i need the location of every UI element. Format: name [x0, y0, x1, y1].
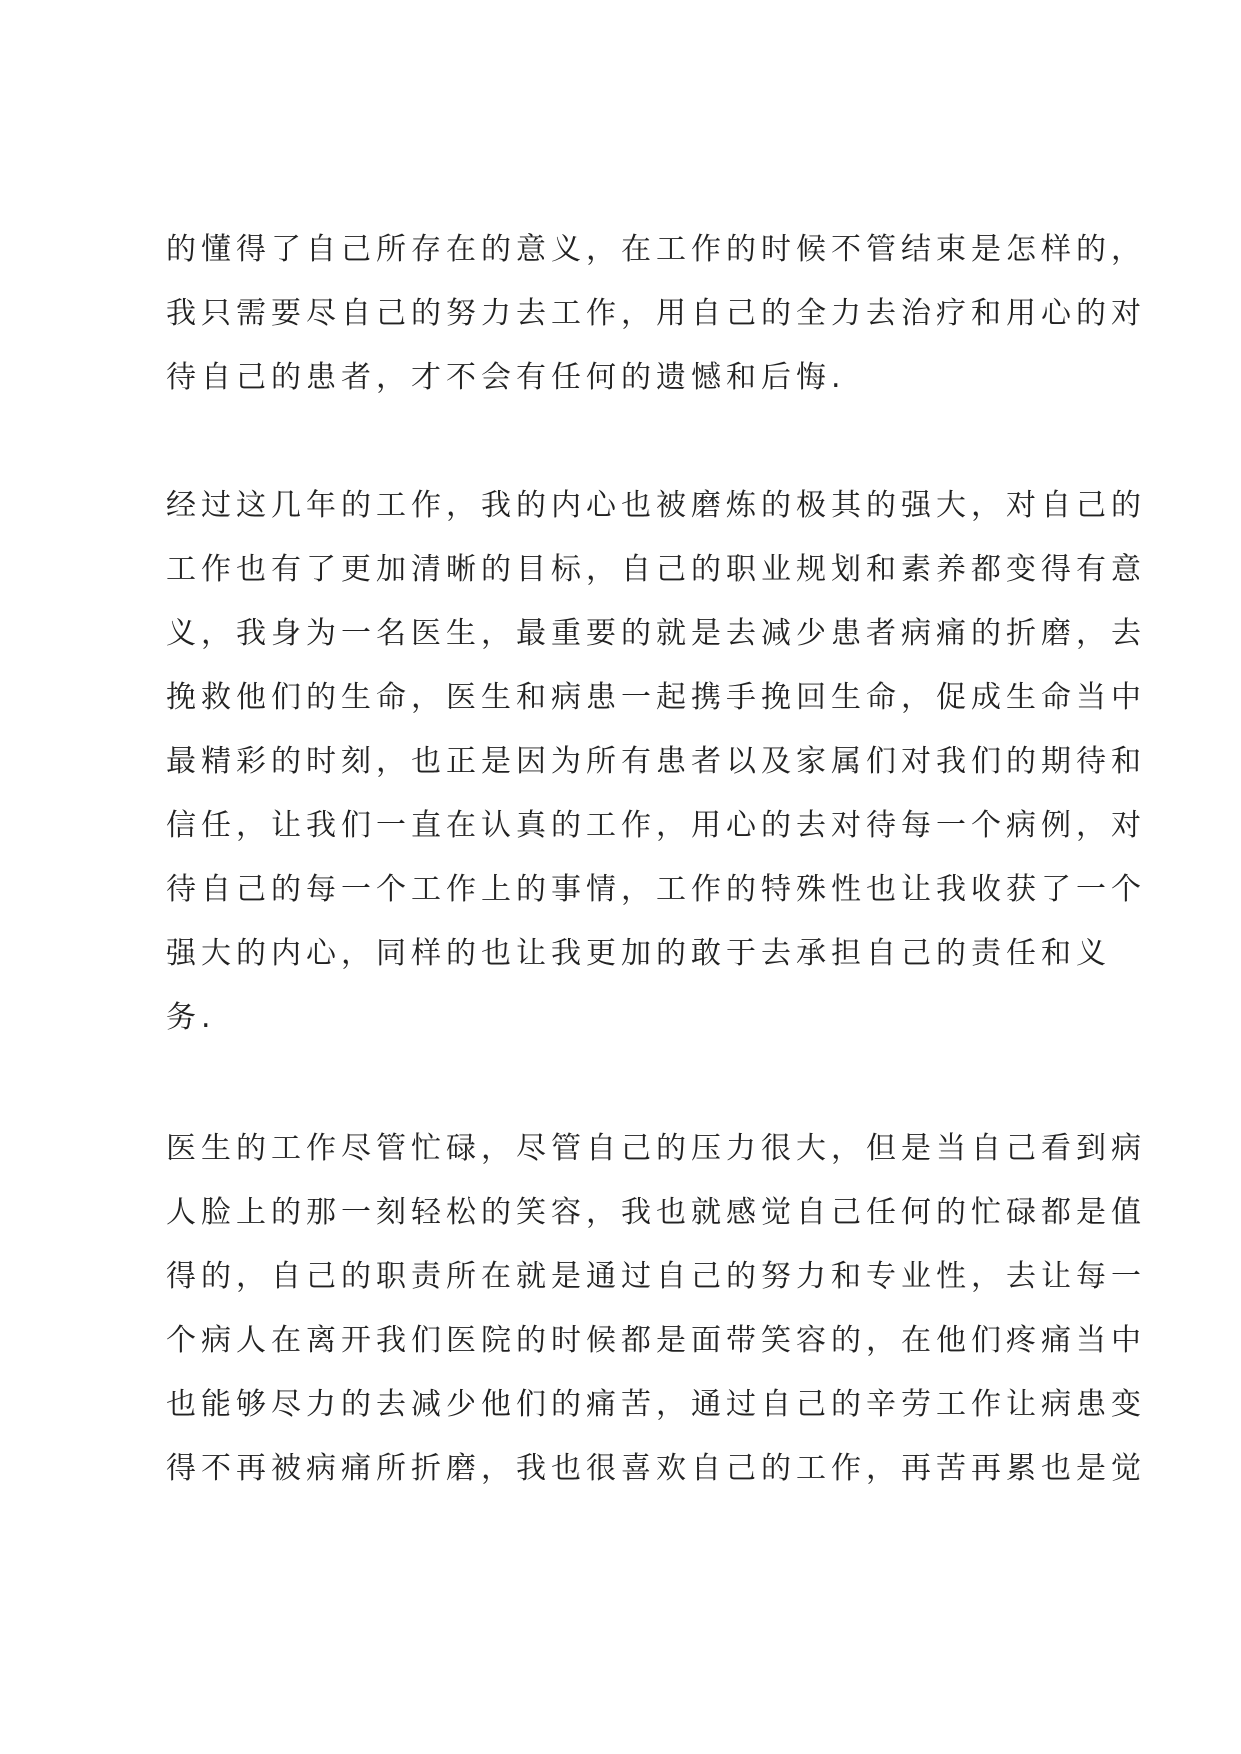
text-line: 人脸上的那一刻轻松的笑容，我也就感觉自己任何的忙碌都是值 — [166, 1195, 1146, 1230]
text-line: 工作也有了更加清晰的目标，自己的职业规划和素养都变得有意 — [166, 552, 1146, 587]
text-line: 个病人在离开我们医院的时候都是面带笑容的，在他们疼痛当中 — [166, 1323, 1146, 1358]
text-line: 得的，自己的职责所在就是通过自己的努力和专业性，去让每一 — [166, 1259, 1146, 1294]
text-line: 挽救他们的生命，医生和病患一起携手挽回生命，促成生命当中 — [166, 680, 1146, 715]
text-line: 义，我身为一名医生，最重要的就是去减少患者病痛的折磨，去 — [166, 616, 1146, 651]
paragraph-1 — [166, 218, 1146, 410]
text-line: 强大的内心，同样的也让我更加的敢于去承担自己的责任和义 — [166, 936, 1111, 971]
text-line: 我只需要尽自己的努力去工作，用自己的全力去治疗和用心的对 — [166, 296, 1146, 331]
text-line: 也能够尽力的去减少他们的痛苦，通过自己的辛劳工作让病患变 — [166, 1387, 1146, 1422]
text-line: 最精彩的时刻，也正是因为所有患者以及家属们对我们的期待和 — [166, 744, 1146, 779]
text-line: 得不再被病痛所折磨，我也很喜欢自己的工作，再苦再累也是觉 — [166, 1451, 1146, 1486]
text-line: 经过这几年的工作，我的内心也被磨炼的极其的强大，对自己的 — [166, 488, 1146, 523]
text-line: 待自己的患者，才不会有任何的遗憾和后悔. — [166, 360, 846, 395]
text-line: 医生的工作尽管忙碌，尽管自己的压力很大，但是当自己看到病 — [166, 1131, 1146, 1166]
text-line: 待自己的每一个工作上的事情，工作的特殊性也让我收获了一个 — [166, 872, 1146, 907]
text-line: 务. — [166, 1000, 216, 1035]
paragraph-2 — [166, 474, 1146, 1050]
text-line: 的懂得了自己所存在的意义，在工作的时候不管结束是怎样的， — [166, 232, 1146, 267]
text-line: 信任，让我们一直在认真的工作，用心的去对待每一个病例，对 — [166, 808, 1146, 843]
paragraph-3 — [166, 1117, 1146, 1501]
